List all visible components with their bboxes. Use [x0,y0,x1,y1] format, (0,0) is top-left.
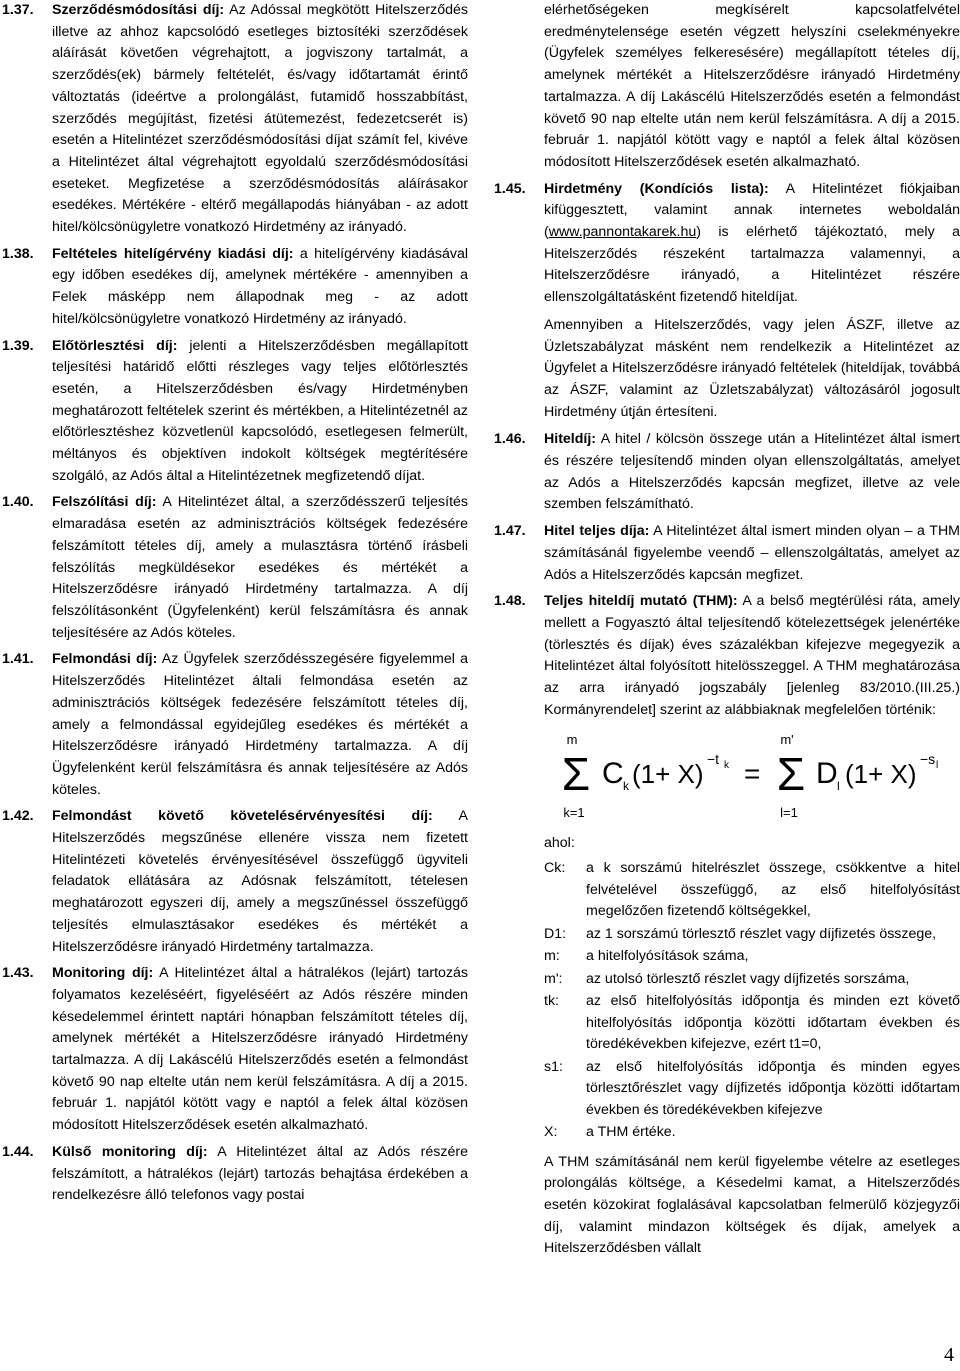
term: Szerződésmódosítási díj: [52,2,225,18]
section-number: 1.47. [494,523,526,540]
definition-row [544,858,960,923]
right-column [492,0,960,1266]
section-1-44-continued: elérhetőségeken megkísérelt kapcsolatfelvétel eredménytelensége esetén végzett helyszíni cselekményekre (Ügyfelek személyes felkeresésére) megállapított tételes díj, amelynek mértékét a Hitelszerződésre irányadó Hirdetmény tartalmazza. A díj Lakáscélú Hitelszerződés esetén a felmondást követő 90 nap eltelte után nem kerül felszámításra. A díj a 2015. február 1. napjától kötött vagy e naptól a felek által közösen módosított Hitelszerződések esetén alkalmazható. [544,2,960,170]
formula-definitions [544,833,960,1144]
symbol-text: az első hitelfolyósítás időpontja és minden ezt követő hitelfolyósítás időpontja közötti időtartam években és töredékévekben kifejezve, ezért t1=0, [586,993,960,1052]
thm-closing-paragraph: A THM számításánál nem kerül figyelembe vételre az esetleges prolongálás költsége, a Késedelmi kamat, a Hitelszerződés esetén közokirat foglalásával kapcsolatban felmerülő közjegyzői díj, valamint mindazon költségek és díjak, amelyek a Hitelszerződésben vállalt [544,1153,960,1257]
section-1-48 [492,591,960,721]
section-1-45 [492,179,960,309]
definition: Az Ügyfelek szerződésszegésére figyelemmel a Hitelszerződés Hitelintézet általi felmondása esetén az adminisztrációs költségek fedezésére felszámított tételes díj, amely a felmondással egyidejűleg esedékes és mértékét a Hitelszerződésre irányadó Hirdetmény tartalmazza. A díj Ügyfelenként kerül felszámításra és annak teljesítésére az Adós köteles. [52,651,468,798]
definition: Az Adóssal megkötött Hitelszerződés illetve az ahhoz kapcsolódó esetleges biztosítéki szerződések aláírását követően végrehajtott, a jogviszony tartalmát, a szerződés(ek) bármely feltételét, és/vagy időtartamát érintő változtatás (ideértve a prolongálást, futamidő hosszabbítást, szerződés megújítást, fizetési átütemezést, fedezetcserét is) esetén a Hitelintézet szerződésmódosítási díjat számít fel, kivéve a Hitelintézet által végrehajtott egyoldalú szerződésmódosítási eseteket. Megfizetése a szerződésmódosítás aláírásakor esedékes. Mértékére - eltérő megállapodás hiányában - az adott hitel/kölcsönügyletre vonatkozó Hirdetmény az irányadó. [52,2,468,236]
section-number: 1.46. [494,431,526,448]
symbol-text: az első hitelfolyósítás időpontja és minden egyes törlesztőrészlet vagy díjfizetés időpontja közötti időtartam években és töredékévekben kifejezve [586,1058,960,1118]
section-number: 1.44. [2,1143,34,1160]
symbol-text: a THM értéke. [586,1124,676,1140]
section-number: 1.39. [2,337,34,354]
term: Feltételes hitelígérvény kiadási díj: [52,245,294,262]
definition: A hitel / kölcsön összege után a Hitelintézet által ismert és részére teljesítendő minden olyan ellenszolgáltatás, amelyet az Adós a Hitelszerződés kapcsán megfizet, illetve az vele szemben felszámítható. [544,431,960,513]
sum2-lower: l=1 [780,804,798,820]
term: Előtörlesztési díj: [52,337,178,354]
term: Hirdetmény (Kondíciós lista): [544,180,769,197]
section-1-43 [0,963,468,1137]
section-number: 1.40. [2,494,34,511]
c-exponent: −t [707,750,720,767]
definition: A Hitelintézet által az Adós részére felszámított, a hátralékos (lejárt) tartozás behajtása érdekében a rendelkezésre álló telefonos vagy postai [52,1143,468,1204]
definition-row [544,1122,960,1144]
symbol: tk: [544,993,559,1009]
d-base: (1+ X) [845,758,917,789]
symbol: X: [544,1124,558,1140]
term: Hitel teljes díja: [544,523,650,540]
sum1-lower: k=1 [563,804,585,820]
section-1-38 [0,244,468,331]
c-base: (1+ X) [632,758,704,789]
section-number: 1.43. [2,965,34,982]
term: Felszólítási díj: [52,494,157,511]
sigma-2: Σ [776,747,806,800]
term: Teljes hiteldíj mutató (THM): [544,593,738,610]
symbol-text: az utolsó törlesztő részlet vagy díjfizetés sorszáma, [586,970,910,987]
c-exponent-sub: k [724,759,729,771]
section-number: 1.45. [494,180,526,197]
definition: a hitelígérvény kiadásával egy időben esedékes díj, amelynek mértékére - amennyiben a Felek másképp nem állapodnak meg - az adott hitel/kölcsönügyletre vonatkozó Hirdetmény az irányadó. [52,245,468,327]
definition: A Hitelintézet által ismert minden olyan – a THM számításánál figyelembe veendő – ellenszolgáltatás, amelyet az Adós a Hitelszerződés kapcsán megfizet. [544,523,960,583]
definition: A a belső megtérülési ráta, amely mellett a Fogyasztó által teljesítendő kötelezettségek jelenértéke (törlesztés és díjak) éves százalékban kifejezve megegyezik a Hitelintézet által folyósított hitelösszeggel. A THM meghatározása az arra irányadó jogszabály [jelenleg 83/2010.(III.25.) Kormányrendelet] szerint az alábbiaknak megfelelően történik: [544,593,960,718]
symbol: m: [544,948,560,964]
definition: jelenti a Hitelszerződésben megállapított teljesítési határidő előtti részleges vagy teljes előtörlesztés esetén, a Hitelszerződésben és/vagy Hirdetményben meghatározott feltételek szerint és mértékben, a Hitelintézetnél az előtörlesztéshez közvetlenül kapcsolódó, esetlegesen felmerült, méltányos és objektíven indokolt költségek megtérítésére szolgáló, az Adós által a Hitelintézetnek megfizetendő díjat. [52,337,468,484]
sum1-upper: m [566,731,578,747]
left-column [0,0,468,1212]
symbol: D1: [544,925,567,942]
thm-formula-graphic [544,730,960,825]
equals-sign: = [744,757,761,789]
section-1-40 [0,492,468,644]
term: Felmondást követő követelésérvényesítési díj: [52,808,433,825]
section-1-44 [0,1142,468,1207]
definition-row [544,991,960,1056]
d-exponent-sub: l [936,759,939,771]
symbol-text: az 1 sorszámú törlesztő részlet vagy díjfizetés összege, [586,925,937,942]
symbol: Ck: [544,860,566,876]
sigma-1: Σ [561,747,591,800]
symbol: s1: [544,1058,563,1075]
thm-formula [544,730,960,825]
section-number: 1.48. [494,593,526,610]
section-number: 1.41. [2,651,34,668]
c-symbol: C [602,756,624,790]
definition-rest: ) is elérhető tájékoztató, mely a Hitelszerződés részeként tartalmazza valamennyi, a Hitelszerződésre irányadó, a Hitelintézet részére ellenszolgáltatásként fizetendő hiteldíjat. [544,224,960,306]
sum2-upper: m' [780,731,794,747]
d-sub: l [837,778,840,793]
section-1-39 [0,336,468,488]
section-number: 1.38. [2,245,34,262]
c-sub: k [623,778,629,793]
symbol-text: a k sorszámú hitelrészlet összege, csökkentve a hitel felvételével összefüggő, az első hitelfolyósítást megelőzően fizetendő költségekkel, [586,860,960,919]
d-exponent: −s [920,750,936,767]
definition-row [544,1057,960,1122]
section-1-47 [492,521,960,586]
section-number: 1.37. [2,2,34,18]
ahol-label: ahol: [544,834,575,851]
definition-row [544,946,960,968]
section-1-41 [0,649,468,801]
definition: A Hitelintézet által a hátralékos (lejárt) tartozás folyamatos kezeléséért, figyeléséért az Adós részére minden késedelemmel érintett naptári hónapban felszámított tételes díj, amelynek mértékét a Hitelszerződésre irányadó Hirdetmény tartalmazza. A díj Lakáscélú Hitelszerződés esetén a felmondást követő 90 nap eltelte után nem kerül felszámításra. A díj a 2015. február 1. napjától kötött vagy e naptól a felek által közösen módosított Hitelszerződések esetén alkalmazható. [52,965,468,1134]
section-1-46 [492,429,960,516]
definition-row [544,924,960,946]
section-1-42 [0,806,468,958]
definition: A Hitelintézet fiókjaiban kifüggesztett, valamint annak internetes weboldalán ( [544,180,960,241]
definition: A Hitelszerződés megszűnése ellenére vissza nem fizetett Hitelintézeti követelés érvényesítésével összefüggő ügyviteli feladatok ellátására az Adósnak felszámított, tételesen meghatározott egyszeri díj, amely a megszűnéssel összefüggő teljesítés elmulasztásakor esedékes és mértékét a Hitelszerződésre irányadó Hirdetmény tartalmazza. [52,808,469,955]
symbol: m': [544,970,563,987]
section-number: 1.42. [2,808,34,825]
page-number: 4 [944,1344,954,1366]
term: Hiteldíj: [544,431,597,448]
definition-row [544,969,960,991]
website-link[interactable]: www.pannontakarek.hu [548,224,697,241]
d-symbol: D [816,756,838,790]
section-1-37 [0,0,468,239]
section-1-45-paragraph: Amennyiben a Hitelszerződés, vagy jelen ÁSZF, illetve az Üzletszabályzat másként nem rendelkezik a Hitelintézet az Ügyfelet a Hitelszerződésre irányadó feltételek (hiteldíjak, továbbá az ÁSZF, valamint az Üzletszabályzat) változásáról jogosult Hirdetmény útján értesíteni. [544,316,960,420]
symbol-text: a hitelfolyósítások száma, [586,948,749,964]
definition: A Hitelintézet által, a szerződésszerű teljesítés elmaradása esetén az adminisztrációs költségek fedezésére felszámított tételes díj, amely a mulasztásra történő írásbeli felszólítás megküldésekor esedékes és mértékét a Hitelszerződésre irányadó Hirdetmény tartalmazza. A díj felszólításonként (Ügyfelenként) kerül felszámításra és annak teljesítésére az Adós köteles. [52,494,468,641]
term: Külső monitoring díj: [52,1143,208,1160]
term: Monitoring díj: [52,965,154,982]
term: Felmondási díj: [52,651,158,668]
